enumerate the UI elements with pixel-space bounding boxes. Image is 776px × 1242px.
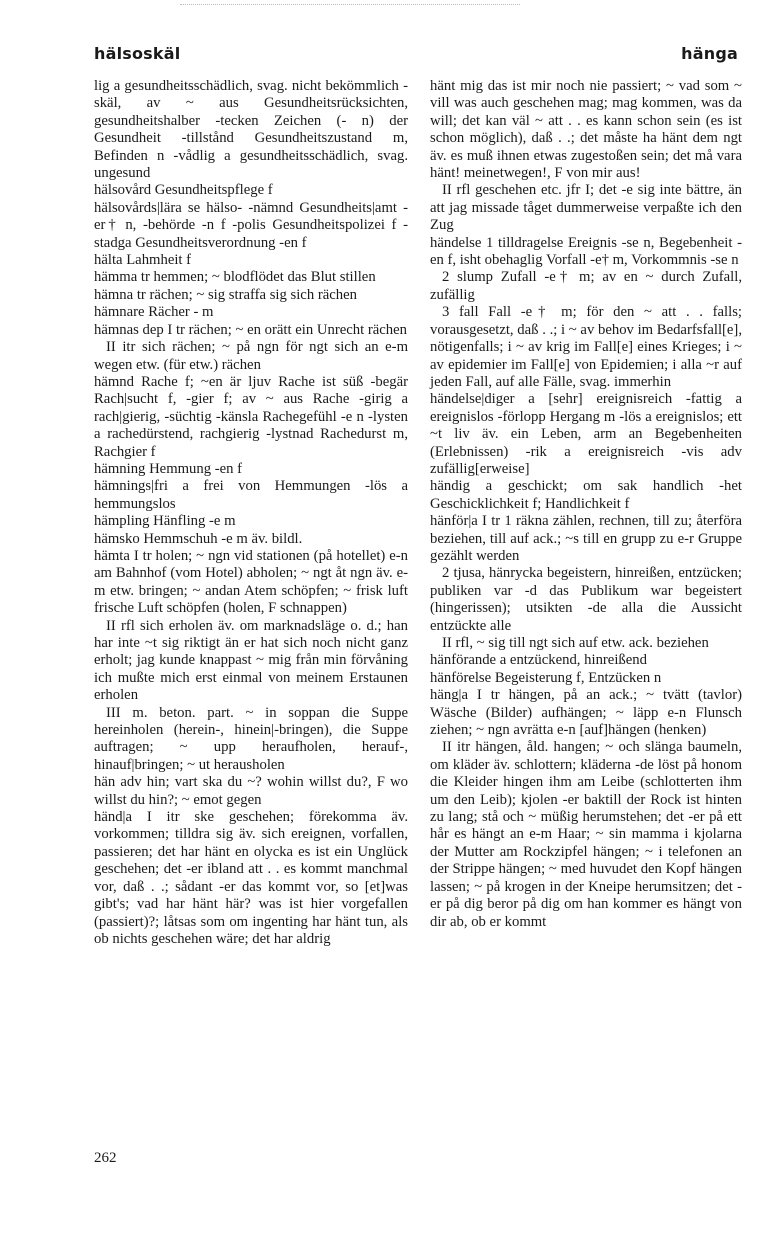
dictionary-subsense: 3 fall Fall -e† m; för den ~ att . . falls; vorausgesetzt, daß . .; i ~ av behov im Bedarfsfall[e], nötigenfalls; i ~ av krig im Fall[e] eines Krieges; i ~ av epidemier im Fall[e] von Epidemien; i alla ~r auf jeden Fall, auf alle Fälle, svag. immerhin <box>430 304 742 390</box>
dictionary-subsense: III m. beton. part. ~ in soppan die Suppe hereinholen (herein-, hinein|-bringen), die Suppe auftragen; ~ upp heraufholen, herauf-, hinauf|bringen; ~ ut herausholen <box>94 704 408 773</box>
dictionary-entry: hämsko Hemmschuh -e m äv. bildl. <box>94 530 303 547</box>
dictionary-entry: hänförelse Begeisterung f, Entzücken n <box>430 669 662 686</box>
dictionary-subsense: II rfl, ~ sig till ngt sich auf etw. ack. beziehen <box>442 635 709 651</box>
dictionary-entry: hänförande a entzückend, hinreißend <box>430 652 647 669</box>
header-left-guideword: hälsoskäl <box>94 44 181 63</box>
dictionary-subsense: II itr sich rächen; ~ på ngn för ngt sich an e-m wegen etw. (für etw.) rächen <box>94 339 408 373</box>
dictionary-entry: hämta I tr holen; ~ ngn vid stationen (på hotellet) e-n am Bahnhof (vom Hotel) abholen; ~ ngt åt ngn äv. e-m etw. bringen; ~ andan Atem schöpfen; ~ frisk luft frische Luft schöpfen (holen, F schnappen) <box>94 547 408 617</box>
header-right-guideword: hänga <box>681 44 738 63</box>
dictionary-subsense: 2 tjusa, hänrycka begeistern, hinreißen, entzücken; publiken var -d das Publikum war begeistert (hingerissen); utsikten -de alla die Aussicht entzückte alle <box>430 565 742 634</box>
dictionary-entry: hämning Hemmung -en f <box>94 460 243 477</box>
dictionary-subsense: II rfl geschehen etc. jfr I; det -e sig inte bättre, än att jag missade tåget dummerweise verpaßte ich den Zug <box>430 182 742 234</box>
dictionary-entry: hämma tr hemmen; ~ blodflödet das Blut stillen <box>94 269 376 286</box>
dictionary-entry: händ|a I itr ske geschehen; förekomma äv. vorkommen; tilldra sig äv. sich ereignen, vorfallen, passieren; det har hänt en olycka es ist ein Unglück geschehen; det -er ibland att . . es kommt manchmal vor, daß . .; sådant -er das kommt vor, so [et]was gibt's; vad har hänt här? was ist hier vorgefallen (passiert)?; låtsas som om ingenting har hänt tun, als ob nichts geschehen wäre; det har aldrig <box>94 809 408 947</box>
dictionary-entry: häng|a I tr hängen, på an ack.; ~ tvätt (tavlor) Wäsche (Bilder) aufhängen; ~ läpp e-n Flunsch ziehen; ~ ngn avrätta e-n [auf]hängen (henken) <box>430 687 742 739</box>
dictionary-entry: lig a gesundheitsschädlich, svag. nicht bekömmlich -skäl, av ~ aus Gesundheitsrücksichten, gesundheitshalber -tecken Zeichen (- n) der Gesundheit -tillstånd Gesundheitszustand m, Befinden n -vådlig a gesundheitsschädlich, svag. ungesund <box>94 78 408 182</box>
dictionary-entry: hämnd Rache f; ~en är ljuv Rache ist süß -begär Rach|sucht f, -gier f; av ~ aus Rache -girig a rach|gierig, -süchtig -känsla Rachegefühl -e n -lysten a rachedürstend, rachgierig -lystnad Rachedurst m, Rachgier f <box>94 373 408 460</box>
dictionary-entry: hämna tr rächen; ~ sig straffa sig sich rächen <box>94 286 357 303</box>
dictionary-entry: händelse 1 tilldragelse Ereignis -se n, Begebenheit -en f, isht obehaglig Vorfall -e† m, Vorkommnis -se n <box>430 234 742 269</box>
page-top-edge <box>180 4 520 5</box>
dictionary-subsense: II itr hängen, åld. hangen; ~ och slänga baumeln, om kläder äv. schlottern; kläderna -de löst på honom die Kleider hingen ihm am Leibe (schlotterten ihm um den Leib); kjolen -er baktill der Rock ist hinten zu lang; stå och ~ müßig herumstehen; det -er på ett hår es hängt an e-m Haar; ~ sin mamma i kjolarna der Mutter am Rockzipfel hängen; ~ i telefonen an der Strippe hängen; ~ med huvudet den Kopf hängen lassen; ~ på krogen in der Kneipe herumsitzen; det -er på dig beror på dig om han kommer es hängt von dir ab, ob er kommt <box>430 739 742 930</box>
dictionary-entry: hämnare Rächer - m <box>94 304 214 321</box>
dictionary-entry: hämnings|fri a frei von Hemmungen -lös a hemmungslos <box>94 478 408 512</box>
dictionary-entry: händelse|diger a [sehr] ereignisreich -fattig a ereignislos -förlopp Hergang m -lös a ereignislos; ett ~t liv äv. ein Leben, arm an Begebenheiten (Erlebnissen) -rik a ereignisreich -vis adv zufällig[erweise] <box>430 391 742 477</box>
dictionary-entry: hälsovårds|lära se hälso- -nämnd Gesundheits|amt -er† n, -behörde -n f -polis Gesundheitspolizei f -stadga Gesundheitsverordnung -en f <box>94 199 408 251</box>
dictionary-entry: hälsovård Gesundheitspflege f <box>94 182 273 199</box>
dictionary-entry: händig a geschickt; om sak handlich -het Geschicklichkeit f; Handlichkeit f <box>430 478 742 512</box>
dictionary-subsense: 2 slump Zufall -e† m; av en ~ durch Zufall, zufällig <box>430 269 742 303</box>
dictionary-entry: hämpling Hänfling -e m <box>94 513 236 530</box>
right-column <box>430 78 742 931</box>
dictionary-entry: hän adv hin; vart ska du ~? wohin willst du?, F wo willst du hin?; ~ emot gegen <box>94 774 408 808</box>
left-column <box>94 78 408 948</box>
dictionary-subsense: II rfl sich erholen äv. om marknadsläge o. d.; han har inte ~t sig riktigt än er hat sich noch nicht ganz erholt; jag kunde knappast ~ mig från min förvåning ich mußte mich erst einmal von meinem Erstaunen erholen <box>94 617 408 704</box>
page-number: 262 <box>94 1150 117 1166</box>
dictionary-entry: hämnas dep I tr rächen; ~ en orätt ein Unrecht rächen <box>94 321 407 338</box>
dictionary-entry: hänför|a I tr 1 räkna zählen, rechnen, till zu; återföra beziehen, till auf ack.; ~s till en grupp zu e-r Gruppe gezählt werden <box>430 513 742 564</box>
dictionary-entry: hälta Lahmheit f <box>94 252 192 269</box>
dictionary-entry: hänt mig das ist mir noch nie passiert; ~ vad som ~ vill was auch geschehen mag; mag kommen, was da will; det kan väl ~ att . . es kann schon sein (es ist schon möglich), daß . .; det måste ha hänt dem ngt äv. es muß ihnen etwas zugestoßen sein; det må vara hänt! meinetwegen!, F von mir aus! <box>430 78 742 182</box>
